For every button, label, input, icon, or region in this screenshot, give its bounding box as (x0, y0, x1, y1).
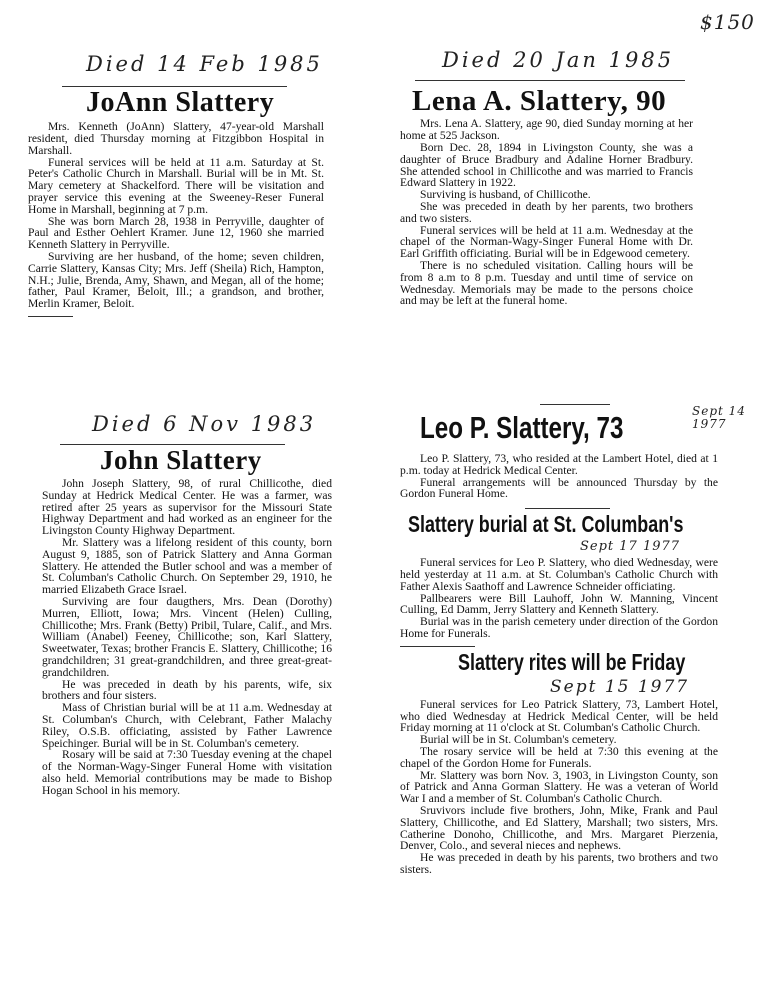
paragraph: Rosary will be said at 7:30 Tuesday evening at the chapel of the Norman-Wagy-Singer Funeral Home with visitation also held. Memorial contributions may be made to Bishop Hogan School in his memory. (42, 748, 332, 797)
paragraph: Funeral services will be held at 11 a.m. Wednesday at the chapel of the Norman-Wagy-Singer Funeral Home with Dr. Earl Griffith officiating. Burial will be in Edgewood cemetery. (400, 223, 693, 261)
handwritten-date: Sept 17 1977 (580, 539, 681, 555)
paragraph: Funeral services for Leo Patrick Slattery, 73, Lambert Hotel, who died Wednesday at Hedrick Medical Center, will be held Friday morning at 11 o'clock at St. Columban's Catholic Church. (400, 697, 718, 735)
paragraph: He was preceded in death by his parents, wife, six brothers and four sisters. (42, 677, 332, 703)
paragraph: There is no scheduled visitation. Calling hours will be from 8 a.m to 8 p.m. Tuesday and until time of service on Wednesday. Memorials may be made to the persons choice and may be left at the funeral home. (400, 258, 693, 308)
obituary-body (28, 121, 324, 310)
obituary-lena-slattery (400, 48, 693, 307)
handwritten-death-date: Died 20 Jan 1985 (442, 48, 675, 72)
paragraph: Mr. Slattery was born Nov. 3, 1903, in Livingston County, son of Patrick and Anna Gorman Slattery. He was a veteran of World War I and a member of St. Columban's Catholic Church. (400, 768, 718, 806)
obituary-title: John Slattery (100, 445, 262, 475)
paragraph: Sruvivors include five brothers, John, Mike, Frank and Paul Slattery, Chillicothe, and Ed Slattery, Marshall; two sisters, Mrs. Catherine Donoho, Chillicothe, and Mrs. Margaret Pierzenia, Denver, Colo., and several nieces and nephews. (400, 803, 718, 853)
paragraph: Leo P. Slattery, 73, who resided at the Lambert Hotel, died at 1 p.m. today at Hedrick Medical Center. (400, 452, 718, 477)
paragraph: Funeral arrangements will be announced Thursday by the Gordon Funeral Home. (400, 475, 718, 501)
obituary-body (400, 453, 718, 500)
handwritten-death-date: Died 14 Feb 1985 (86, 52, 323, 76)
paragraph: John Joseph Slattery, 98, of rural Chillicothe, died Sunday at Hedrick Medical Center. He was a farmer, was retired after 25 years as supervisor for the Missouri State Highway Department and had worked as an engineer for the Livingston County Highway Department. (42, 477, 332, 538)
article-title: Slattery rites will be Friday (458, 648, 686, 675)
paragraph: Funeral services for Leo P. Slattery, who died Wednesday, were held yesterday at 11 a.m. at St. Columban's Catholic Church with Father Alexis Saathoff and Lawrence Schneider officiating. (400, 556, 718, 593)
paragraph: Burial was in the parish cemetery under direction of the Gordon Home for Funerals. (400, 615, 718, 640)
obituary-john-slattery (42, 412, 332, 797)
paragraph: Pallbearers were Bill Lauhoff, John W. Manning, Vincent Culling, Ed Damm, Jerry Slattery and Kenneth Slattery. (400, 591, 718, 617)
divider (415, 80, 685, 81)
paragraph: He was preceded in death by his parents, two brothers and two sisters. (400, 851, 718, 876)
paragraph: Mr. Slattery was a lifelong resident of this county, born August 9, 1885, son of Patrick Slattery and Anna Gorman Slattery. He attended the Butler school and was a member of St. Columban's Catholic Church. On September 29, 1910, he married Elizabeth Grace Israel. (42, 536, 332, 597)
paragraph: Mrs. Kenneth (JoAnn) Slattery, 47-year-old Marshall resident, died Thursday morning at Fitzgibbon Hospital in Marshall. (28, 120, 324, 157)
article-slattery-rites (400, 647, 718, 876)
paragraph: Surviving are her husband, of the home; seven children, Carrie Slattery, Kansas City; Mrs. Jeff (Sheila) Rich, Hampton, N.H.; Julie, Brenda, Amy, Shawn, and Megan, all of the home; father, Paul Kramer, Beloit, Ill.; a grandson, and brother, Merlin Kramer, Beloit. (28, 249, 324, 311)
divider (28, 316, 73, 317)
article-body (400, 699, 718, 876)
article-title: Slattery burial at St. Columban's (408, 511, 684, 538)
article-slattery-burial (400, 508, 718, 647)
obituary-leo-slattery (400, 404, 746, 501)
paragraph: Surviving is husband, of Chillicothe. (420, 188, 591, 202)
obituary-body (400, 118, 693, 307)
handwritten-price-note: $150 (700, 10, 755, 34)
article-body (400, 557, 718, 640)
obituary-title: JoAnn Slattery (86, 87, 275, 118)
obituary-joann-slattery (28, 52, 324, 317)
paragraph: Mrs. Lena A. Slattery, age 90, died Sunday morning at her home at 525 Jackson. (400, 117, 693, 143)
paragraph: The rosary service will be held at 7:30 this evening at the chapel of the Gordon Home for Funerals. (400, 744, 718, 770)
obituary-title: Lena A. Slattery, 90 (412, 85, 667, 117)
paragraph: Surviving are four daugthers, Mrs. Dean (Dorothy) Murren, Elliott, Iowa; Mrs. Vincent (Helen) Culling, Chillicothe; Mrs. Frank (Betty) Pribil, Tulare, Calif., and Mrs. William (Anabel) Feeney, Chillicothe; son, Karl Slattery, Sweetwater, Texas; brother Francis E. Slattery, Chillicothe; 16 grandchildren; 31 great-grandchildren, and three great-great-grandchildren. (42, 595, 332, 679)
paragraph: Burial will be in St. Columban's cemetery. (420, 733, 617, 747)
obituary-body (42, 478, 332, 797)
handwritten-death-date: Sept 14 1977 (692, 404, 746, 431)
paragraph: She was preceded in death by her parents, two brothers and two sisters. (400, 199, 693, 225)
paragraph: Mass of Christian burial will be at 11 a.m. Wednesday at St. Columban's Church, with Celebrant, Father Malachy Riley, O.S.B. officiating, assisted by Father Lawrence Speichinger. Burial will be in St. Columban's cemetery. (42, 701, 332, 750)
paragraph: Born Dec. 28, 1894 in Livingston County, she was a daughter of Bruce Bradbury and Adaline Horner Bradbury. She attended school in Chillicothe and was married to Francis Edward Slattery in 1922. (400, 140, 693, 190)
handwritten-death-date: Died 6 Nov 1983 (92, 412, 317, 436)
paragraph: She was born March 28, 1938 in Perryville, daughter of Paul and Esther Oehlert Kramer. June 12, 1960 she married Kenneth Slattery in Perryville. (28, 214, 324, 252)
paragraph: Funeral services will be held at 11 a.m. Saturday at St. Peter's Catholic Church in Marshall. Burial will be in Mt. St. Mary cemetery at Shackelford. There will be visitation and prayer service this evening at the Sweeney-Reser Funeral Home in Marshall, beginning at 7 p.m. (28, 155, 324, 216)
obituary-title: Leo P. Slattery, 73 (420, 410, 624, 445)
right-lower-column (400, 404, 746, 876)
handwritten-date: Sept 15 1977 (550, 676, 690, 697)
